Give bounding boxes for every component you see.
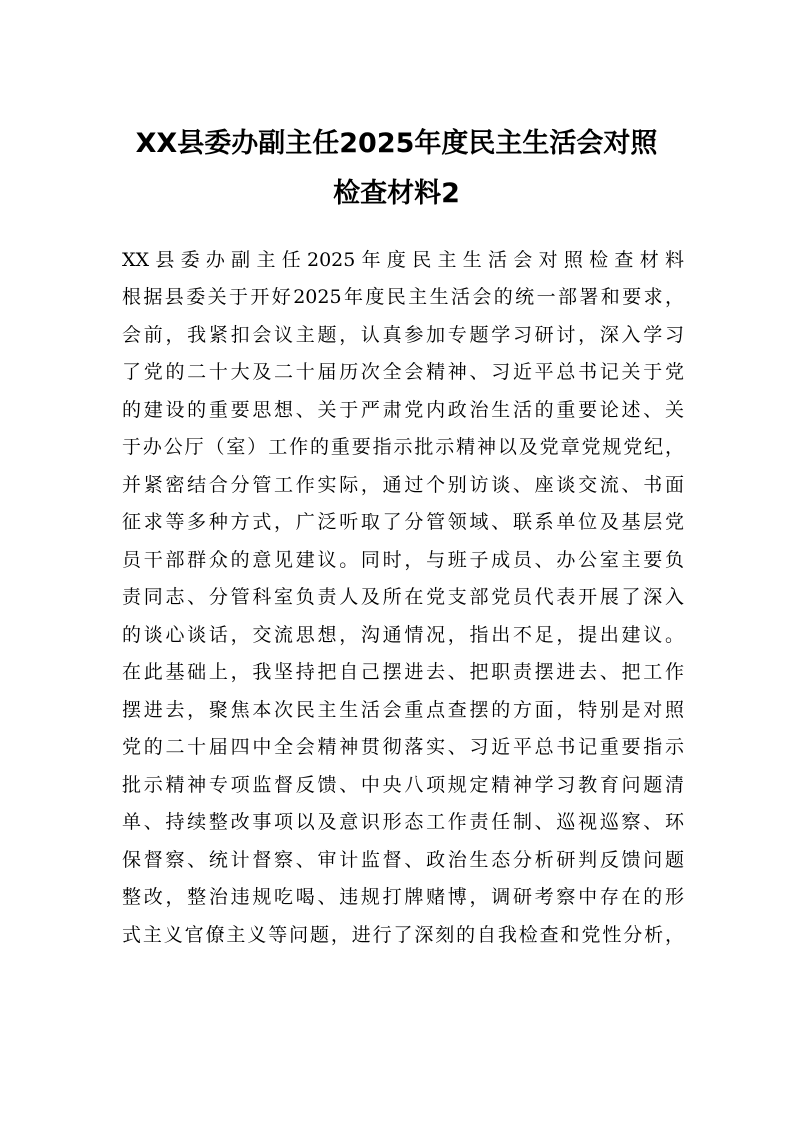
body-line-4: 了党的二十大及二十届历次全会精神、习近平总书记关于党 xyxy=(122,361,684,383)
body-line-2: 根据县委关于开好2025年度民主生活会的统一部署和要求， xyxy=(122,286,684,308)
document-title-line-2: 检查材料2 xyxy=(333,178,460,209)
body-line-17: 保督察、统计督察、审计监督、政治生态分析研判反馈问题 xyxy=(122,849,684,871)
body-line-1: XX县委办副主任2025年度民主生活会对照检查材料 xyxy=(122,249,684,271)
body-line-5: 的建设的重要思想、关于严肃党内政治生活的重要论述、关 xyxy=(122,399,684,421)
body-line-11: 的谈心谈话，交流思想，沟通情况，指出不足，提出建议。 xyxy=(122,624,684,646)
body-line-14: 党的二十届四中全会精神贯彻落实、习近平总书记重要指示 xyxy=(122,736,684,758)
body-line-3: 会前，我紧扣会议主题，认真参加专题学习研讨，深入学习 xyxy=(122,324,684,346)
body-line-10: 责同志、分管科室负责人及所在党支部党员代表开展了深入 xyxy=(122,586,684,608)
body-line-8: 征求等多种方式，广泛听取了分管领域、联系单位及基层党 xyxy=(122,511,684,533)
body-line-12: 在此基础上，我坚持把自己摆进去、把职责摆进去、把工作 xyxy=(122,661,684,683)
document-title-line-1: XX县委办副主任2025年度民主生活会对照 xyxy=(135,128,658,159)
body-line-16: 单、持续整改事项以及意识形态工作责任制、巡视巡察、环 xyxy=(122,811,684,833)
body-line-6: 于办公厅（室）工作的重要指示批示精神以及党章党规党纪， xyxy=(122,436,684,458)
body-line-9: 员干部群众的意见建议。同时，与班子成员、办公室主要负 xyxy=(122,549,684,571)
body-line-7: 并紧密结合分管工作实际，通过个别访谈、座谈交流、书面 xyxy=(122,474,684,496)
body-line-19: 式主义官僚主义等问题，进行了深刻的自我检查和党性分析， xyxy=(122,924,684,946)
body-line-13: 摆进去，聚焦本次民主生活会重点查摆的方面，特别是对照 xyxy=(122,699,684,721)
body-line-15: 批示精神专项监督反馈、中央八项规定精神学习教育问题清 xyxy=(122,774,684,796)
body-line-18: 整改，整治违规吃喝、违规打牌赌博，调研考察中存在的形 xyxy=(122,886,684,908)
